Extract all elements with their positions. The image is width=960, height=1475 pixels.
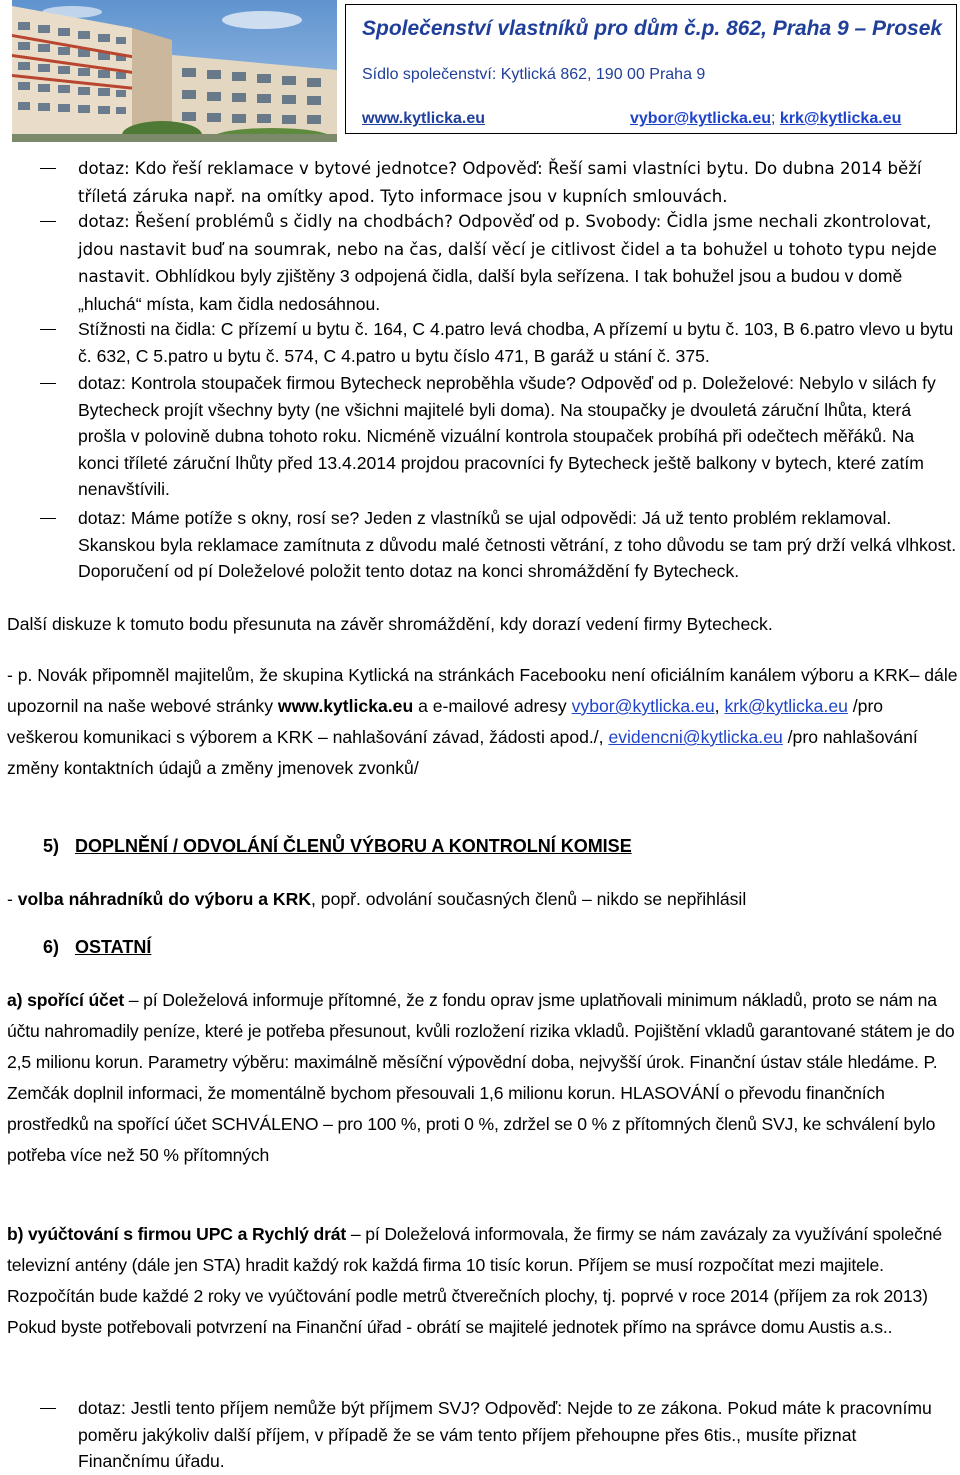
novak-text: /pro veškerou komunikaci s výborem a KRK – nahlašování závad, žádosti apod./,	[7, 696, 884, 747]
dash-bullet	[40, 1408, 56, 1409]
item-a-paragraph	[7, 985, 959, 1171]
item-a-text: – pí Doleželová informuje přítomné, že z fondu oprav jsme uplatňovali minimum nákladů, proto se nám na účtu nahromadily peníze, které je potřeba přesunout, kvůli rozložení rizika vkladů. Pojištění vkladů garantované státem je do 2,5 milionu korun. Parametry výběru: maximálně měsíční výpovědní doba, nejvyšší úrok. Finanční ústav stále hledáme. P. Zemčák doplnil informaci, že momentálně bychom přesouvali 1,6 milionu korun. HLASOVÁNÍ o převodu finančních prostředků na spořící účet SCHVÁLENO – pro 100 %, proti 0 %, zdržel se 0 % z přítomných členů SVJ, ke schválení bylo potřeba více než 50 % přítomných	[7, 990, 955, 1165]
volba-paragraph	[7, 884, 959, 915]
email-vybor-link[interactable]: vybor@kytlicka.eu	[571, 696, 715, 716]
header-address: Sídlo společenství: Kytlická 862, 190 00 Praha 9	[362, 66, 706, 83]
section-5-heading	[43, 836, 632, 857]
bullet-item	[78, 370, 958, 503]
novak-text: /pro nahlašování změny kontaktních údajů a změny jmenovek zvonků/	[7, 727, 918, 778]
bullet-item	[78, 208, 958, 317]
discussion-note: Další diskuze k tomuto bodu přesunuta na závěr shromáždění, kdy dorazí vedení firmy Bytecheck.	[7, 614, 773, 634]
header-box	[345, 4, 957, 134]
item-b-text: – pí Doleželová informovala, že firmy se nám zavázaly za využívání společné televizní antény (dále jen STA) hradit každý rok každá firma 10 tisíc korun. Příjem se musí rozpočítat mezi majitele. Rozpočítán bude každé 2 roky ve vyúčtování podle metrů čtverečních plochy, tj. poprvé v roce 2014 (příjem za rok 2013) Pokud byste potřebovali potvrzení na Finanční úřad - obrátí se majitelé jednotek přímo na správce domu Austis a.s..	[7, 1224, 942, 1337]
header-title: Společenství vlastníků pro dům č.p. 862, Praha 9 – Prosek	[362, 17, 943, 40]
novak-text: ,	[714, 696, 725, 716]
section-number: 6)	[43, 937, 60, 957]
header-web-link[interactable]: www.kytlicka.eu	[362, 110, 486, 127]
bullet-item	[78, 155, 958, 210]
dash-bullet	[40, 221, 56, 222]
bullet-item	[78, 316, 958, 369]
dash-bullet	[40, 168, 56, 169]
header-email-separator: ;	[771, 110, 780, 127]
item-b-paragraph	[7, 1219, 959, 1343]
email-krk-link[interactable]: krk@kytlicka.eu	[724, 696, 848, 716]
section-title: OSTATNÍ	[75, 937, 152, 957]
email-evidencni-link[interactable]: evidencni@kytlicka.eu	[608, 727, 783, 747]
building-illustration	[12, 0, 337, 142]
item-b-title: b) vyúčtování s firmou UPC a Rychlý drát	[7, 1224, 347, 1244]
bullet-text-continued: Obhlídkou byly zjištěny 3 odpojená čidla, další byla seřízena. I tak bohužel jsou a budou v domě „hluchá“ místa, kam čidla nedosáhnou.	[78, 266, 903, 314]
dash-bullet	[40, 383, 56, 384]
section-6-heading	[43, 937, 151, 958]
volba-text: , popř. odvolání současných členů – nikdo se nepřihlásil	[311, 889, 747, 909]
novak-paragraph	[7, 660, 959, 784]
header-email-vybor[interactable]: vybor@kytlicka.eu	[630, 110, 771, 127]
building-photo	[12, 0, 337, 142]
bullet-text: dotaz: Jestli tento příjem nemůže být příjmem SVJ? Odpověď: Nejde to ze zákona. Pokud máte k pracovnímu poměru jakýkoliv další příjem, v případě že se vám tento příjem přehoupne přes 6tis., musíte přiznat Finančnímu úřadu.	[78, 1398, 932, 1471]
section-title: DOPLNĚNÍ / ODVOLÁNÍ ČLENŮ VÝBORU A KONTROLNÍ KOMISE	[75, 836, 632, 856]
volba-bold: volba náhradníků do výboru a KRK	[17, 889, 312, 909]
bullet-text: dotaz: Kontrola stoupaček firmou Bytecheck neproběhla všude? Odpověď od p. Doleželové: Nebylo v silách fy Bytecheck projít všechny byty (ne všichni majitelé byli doma). Na stoupačky je dvouletá záruční lhůta, která prošla v polovině dubna tohoto roku. Nicméně vizuální kontrola stoupaček probíhá při odečtech měřáků. Na konci tříleté záruční lhůty před 13.4.2014 projdou pracovníci fy Bytecheck ještě balkony v bytech, které zatím nenavštívili.	[78, 373, 936, 499]
section-number: 5)	[43, 836, 60, 856]
header-email-krk[interactable]: krk@kytlicka.eu	[779, 110, 902, 127]
bullet-text: dotaz: Kdo řeší reklamace v bytové jednotce? Odpověď: Řeší sami vlastníci bytu. Do dubna 2014 běží tříletá záruka např. na omítky apod. Tyto informace jsou v kupních smlouvách.	[78, 159, 922, 206]
dash-bullet	[40, 329, 56, 330]
novak-web-link[interactable]: www.kytlicka.eu	[277, 696, 414, 716]
novak-text: a e-mailové adresy	[413, 696, 572, 716]
volba-prefix: -	[7, 889, 18, 909]
bullet-text: Stížnosti na čidla: C přízemí u bytu č. 164, C 4.patro levá chodba, A přízemí u bytu č. 103, B 6.patro vlevo u bytu č. 632, C 5.patro u bytu č. 574, C 4.patro u bytu číslo 471, B garáž u stání č. 375.	[78, 319, 954, 366]
bullet-text: dotaz: Řešení problémů s čidly na chodbách? Odpověď od p. Svobody: Čidla jsme nechali zkontrolovat, jdou nastavit buď na soumrak, nebo na čas, další věcí je citlivost čidel a ta bohužel u tohoto typu nejde nastavit.	[78, 212, 937, 286]
header-emails	[630, 110, 901, 128]
item-a-title: a) spořící účet	[7, 990, 125, 1010]
novak-text: - p. Novák připomněl majitelům, že skupina Kytlická na stránkách Facebooku není oficiálním kanálem výboru a KRK– dále upozornil na naše webové stránky	[7, 665, 958, 716]
bullet-item	[78, 505, 958, 585]
bullet-item	[78, 1395, 948, 1475]
bullet-text: dotaz: Máme potíže s okny, rosí se? Jeden z vlastníků se ujal odpovědi: Já už tento problém reklamoval. Skanskou byla reklamace zamítnuta z důvodu malé četnosti větrání, z toho důvodu se tam prý drží velká vlhkost. Doporučení od pí Doleželové položit tento dotaz na konci shromáždění fy Bytecheck.	[78, 508, 957, 581]
dash-bullet	[40, 518, 56, 519]
